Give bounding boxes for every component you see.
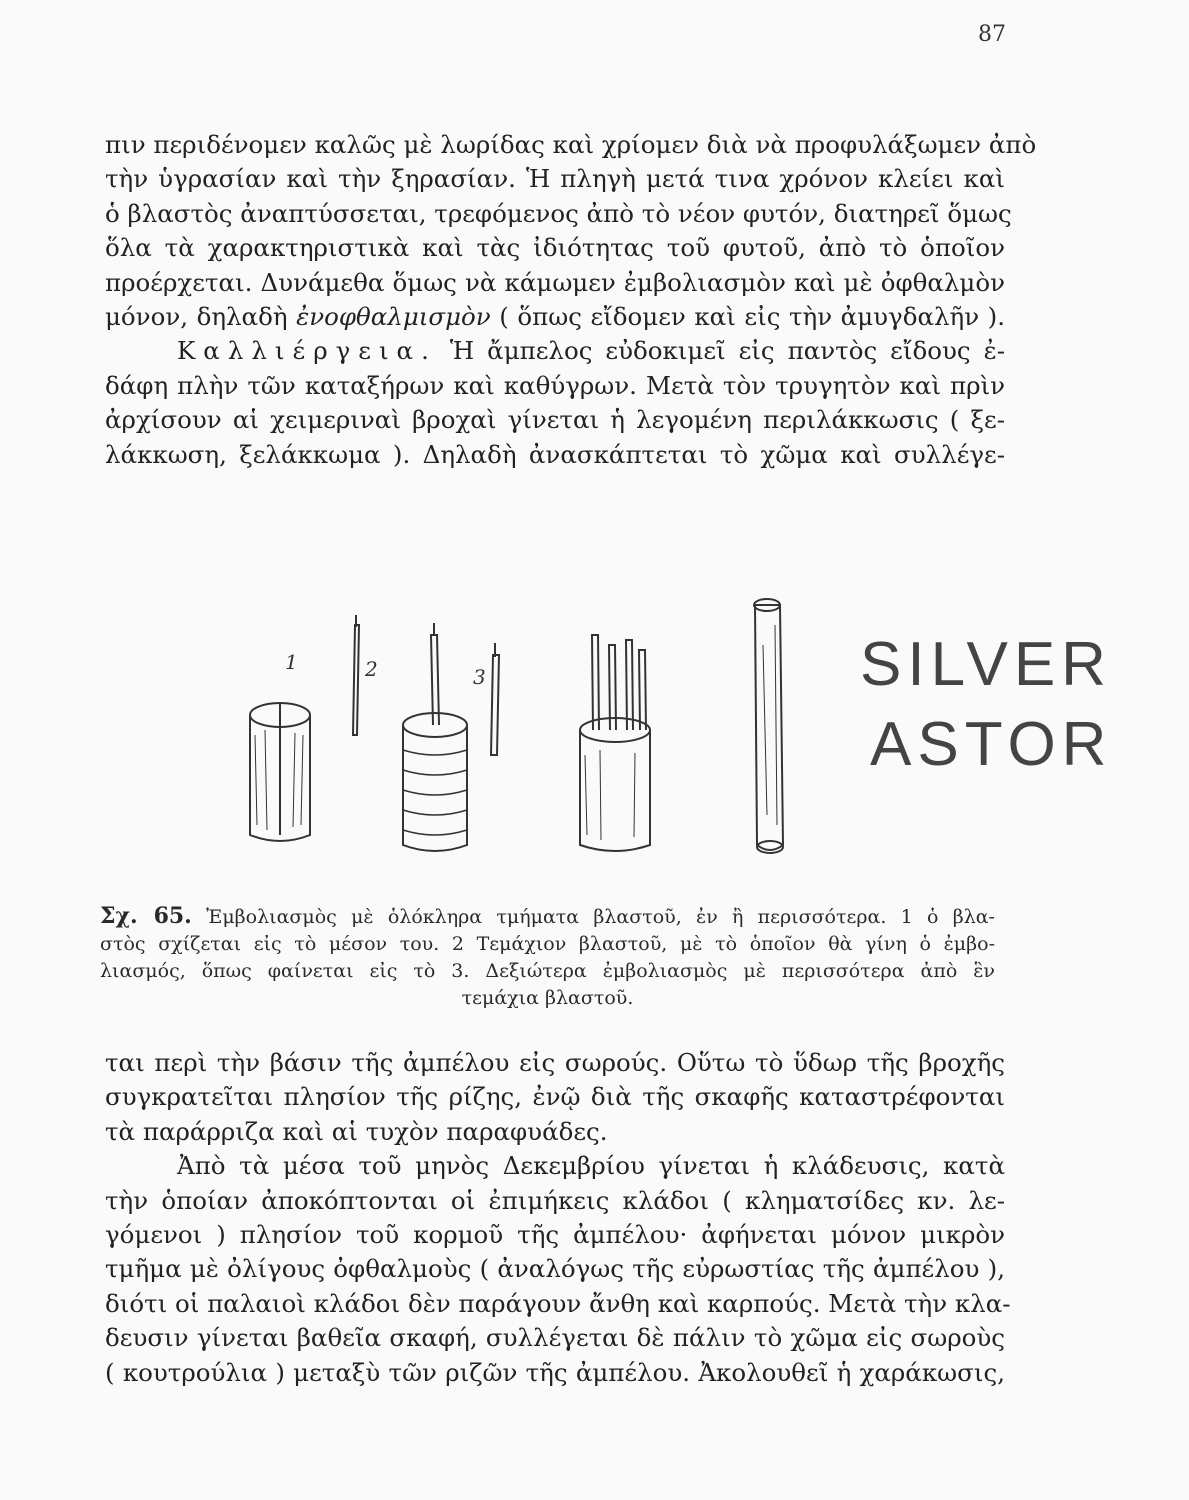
section-heading-line <box>105 334 1005 368</box>
text-line: ὅλα τὰ χαρακτηριστικὰ καὶ τὰς ἰδιότητας τοῦ φυτοῦ, ἀπὸ τὸ ὁποῖον <box>105 233 1005 263</box>
grafting-drawing <box>235 585 835 875</box>
text-segment: Ἐμβολιασμὸς μὲ ὁλόκληρα τμήματα βλαστοῦ, ἐν ἢ περισσότερα. 1 ὁ βλα- <box>206 906 995 928</box>
text-line: ται περὶ τὴν βάσιν τῆς ἀμπέλου εἰς σωρούς. Οὕτω τὸ ὕδωρ τῆς βροχῆς <box>105 1048 1005 1077</box>
figure-label-3: 3 <box>473 665 486 689</box>
scion-piece <box>491 655 499 755</box>
text-line: ὁ βλαστὸς ἀναπτύσσεται, τρεφόμενος ἀπὸ τὸ νέον φυτόν, διατηρεῖ ὅμως <box>105 198 1012 228</box>
paragraph-bottom <box>105 1046 1011 1390</box>
page-number: 87 <box>978 22 1006 47</box>
scion-piece <box>353 625 359 735</box>
handwritten-word: ASTOR <box>870 710 1113 779</box>
text-line: λάκκωση, ξελάκκωμα ). Δηλαδὴ ἀνασκάπτεται τὸ χῶμα καὶ συλλέγε- <box>105 439 1005 469</box>
text-line: διότι οἱ παλαιοὶ κλάδοι δὲν παράγουν ἄνθη καὶ καρπούς. Μετὰ τὴν κλα- <box>105 1288 1011 1318</box>
text-line: προέρχεται. Δυνάμεθα ὅμως νὰ κάμωμεν ἐμβολιασμὸν καὶ μὲ ὀφθαλμὸν <box>105 267 1005 297</box>
caption-line <box>100 903 995 931</box>
handwritten-word: SILVER <box>860 630 1112 699</box>
handwriting-drawing <box>860 625 1130 785</box>
text-line: δάφη πλὴν τῶν καταξήρων καὶ καθύγρων. Μετὰ τὸν τρυγητὸν καὶ πρὶν <box>105 370 1005 400</box>
text-line: Ἀπὸ τὰ μέσα τοῦ μηνὸς Δεκεμβρίου γίνεται ἡ κλάδευσις, κατὰ <box>177 1151 1005 1181</box>
text-line: δευσιν γίνεται βαθεῖα σκαφή, συλλέγεται δὲ πάλιν τὸ χῶμα εἰς σωροὺς <box>105 1323 1005 1353</box>
text-line: ἀρχίσουν αἱ χειμεριναὶ βροχαὶ γίνεται ἡ λεγομένη περιλάκκωσις ( ξε- <box>105 405 1005 435</box>
text-line: γόμενοι ) πλησίον τοῦ κορμοῦ τῆς ἀμπέλου· ἀφήνεται μόνον μικρὸν <box>105 1220 1005 1250</box>
text-line: συγκρατεῖται πλησίον τῆς ρίζης, ἐνῷ διὰ τῆς σκαφῆς καταστρέφονται <box>105 1082 1005 1112</box>
text-line: τὰ παράρριζα καὶ αἱ τυχὸν παραφυάδες. <box>105 1116 608 1146</box>
caption-line: τεμάχια βλαστοῦ. <box>461 987 634 1009</box>
caption-line: στὸς σχίζεται εἰς τὸ μέσον του. 2 Τεμάχιον βλαστοῦ, μὲ τὸ ὁποῖον θὰ γίνη ὁ ἐμβο- <box>100 933 995 955</box>
text-line: τμῆμα μὲ ὀλίγους ὀφθαλμοὺς ( ἀναλόγως τῆς εὐρωστίας τῆς ἀμπέλου ), <box>105 1254 1005 1284</box>
long-scion <box>755 605 783 850</box>
text-segment: μόνον, δηλαδὴ <box>105 302 297 332</box>
section-heading: Καλλιέργεια. <box>177 336 437 366</box>
figure-caption <box>100 903 995 1012</box>
italic-term: ἐνοφθαλμισμὸν <box>296 302 491 332</box>
figure-label-2: 2 <box>365 657 378 681</box>
figure-label-1: 1 <box>285 650 298 674</box>
text-line <box>105 300 1005 334</box>
text-segment: Ἡ ἄμπελος εὐδοκιμεῖ εἰς παντὸς εἴδους ἐ- <box>436 336 1005 366</box>
handwritten-annotation <box>860 625 1130 785</box>
text-segment: ( ὅπως εἴδομεν καὶ εἰς τὴν ἀμυγδαλῆν ). <box>490 302 1005 332</box>
grafting-illustration <box>235 585 835 875</box>
multi-graft-stump <box>580 730 650 851</box>
text-line: τὴν ὁποίαν ἀποκόπτονται οἱ ἐπιμήκεις κλάδοι ( κληματσίδες κν. λε- <box>105 1185 1005 1215</box>
text-line: πιν περιδένομεν καλῶς μὲ λωρίδας καὶ χρίομεν διὰ νὰ προφυλάξωμεν ἀπὸ <box>105 130 1037 159</box>
caption-line: λιασμός, ὅπως φαίνεται εἰς τὸ 3. Δεξιώτερα ἐμβολιασμὸς μὲ περισσότερα ἀπὸ ἓν <box>100 960 995 982</box>
text-line: τὴν ὑγρασίαν καὶ τὴν ξηρασίαν. Ἡ πληγὴ μετά τινα χρόνον κλείει καὶ <box>105 164 1005 194</box>
paragraph-top <box>105 128 1037 472</box>
text-line: ( κουτρούλια ) μεταξὺ τῶν ριζῶν τῆς ἀμπέλου. Ἀκολουθεῖ ἡ χαράκωσις, <box>105 1357 1005 1387</box>
caption-label: Σχ. 65. <box>100 903 192 929</box>
